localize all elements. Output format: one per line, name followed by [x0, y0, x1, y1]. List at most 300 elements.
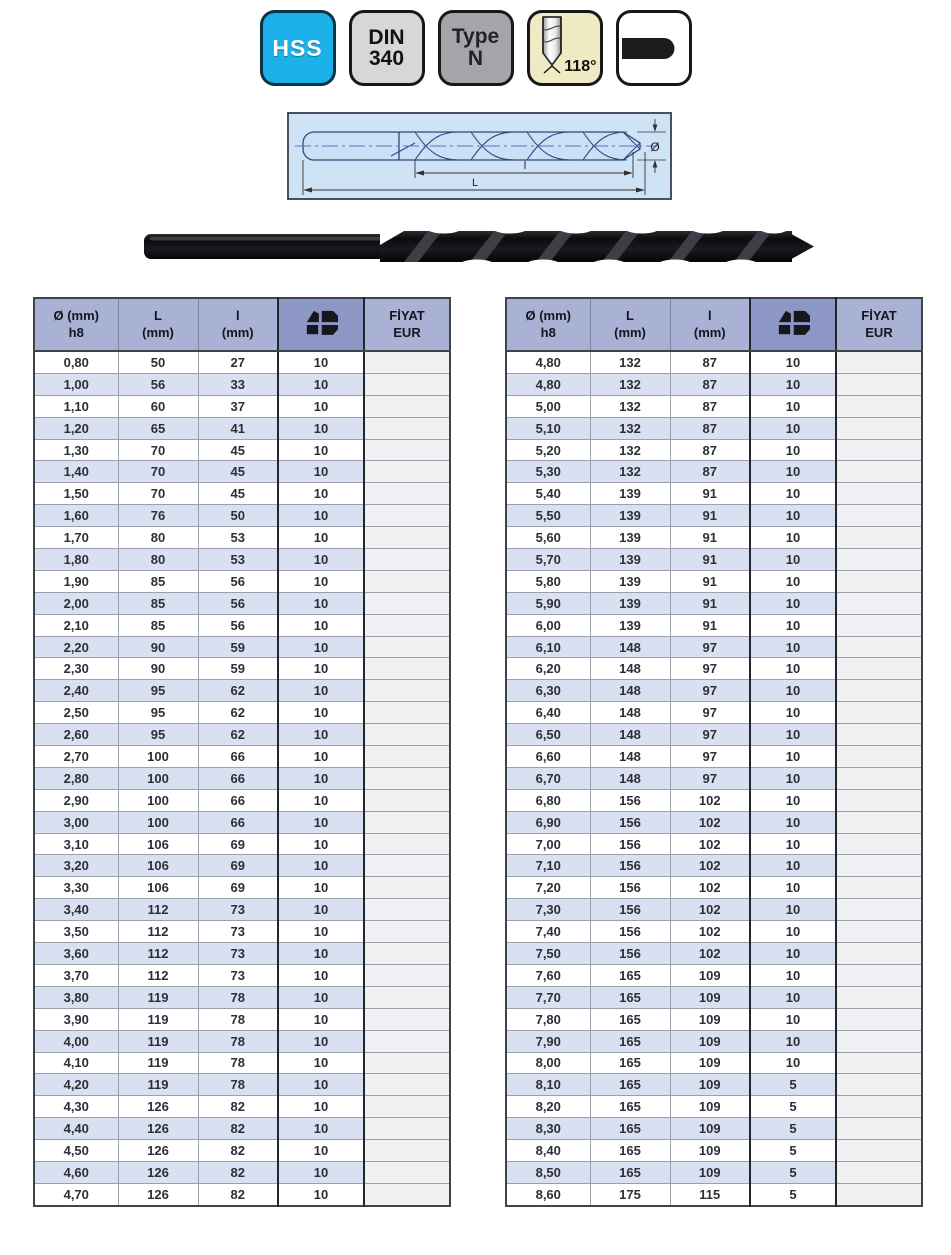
- diameter-cell: 7,30: [506, 899, 590, 921]
- price-cell: [364, 592, 450, 614]
- pack-qty-cell: 10: [278, 505, 364, 527]
- flute-length-header: [670, 298, 750, 351]
- spec-row: [34, 702, 450, 724]
- flute-length-cell: 59: [198, 636, 278, 658]
- price-cell: [836, 592, 922, 614]
- total-length-cell: 165: [590, 1074, 670, 1096]
- price-header-line2: EUR: [393, 324, 421, 340]
- pack-qty-cell: 10: [278, 877, 364, 899]
- total-length-cell: 148: [590, 702, 670, 724]
- total-length-cell: 139: [590, 483, 670, 505]
- pack-qty-cell: 10: [278, 1096, 364, 1118]
- flute-header-line1: l: [707, 308, 712, 324]
- spec-row: [34, 811, 450, 833]
- flute-length-header: [198, 298, 278, 351]
- pack-qty-cell: 10: [278, 570, 364, 592]
- total-length-header: [590, 298, 670, 351]
- pack-qty-cell: 10: [750, 483, 836, 505]
- diameter-cell: 4,10: [34, 1052, 118, 1074]
- spec-row: [506, 1096, 922, 1118]
- price-cell: [364, 549, 450, 571]
- flute-length-cell: 109: [670, 1140, 750, 1162]
- diameter-cell: 5,70: [506, 549, 590, 571]
- flute-length-cell: 56: [198, 614, 278, 636]
- total-length-dim-label: L: [471, 177, 479, 189]
- pack-qty-cell: 5: [750, 1074, 836, 1096]
- spec-row: [506, 680, 922, 702]
- flute-length-cell: 78: [198, 986, 278, 1008]
- price-cell: [836, 746, 922, 768]
- price-cell: [364, 417, 450, 439]
- spec-row: [506, 417, 922, 439]
- pack-qty-cell: 10: [278, 986, 364, 1008]
- flute-length-cell: 102: [670, 855, 750, 877]
- price-header-line2: EUR: [865, 324, 893, 340]
- total-length-cell: 100: [118, 789, 198, 811]
- total-length-cell: 132: [590, 395, 670, 417]
- flute-length-cell: 69: [198, 855, 278, 877]
- pack-qty-cell: 10: [278, 1074, 364, 1096]
- diameter-cell: 1,90: [34, 570, 118, 592]
- diameter-cell: 4,40: [34, 1118, 118, 1140]
- flute-length-cell: 73: [198, 921, 278, 943]
- pack-qty-cell: 10: [750, 527, 836, 549]
- diameter-cell: 3,00: [34, 811, 118, 833]
- price-cell: [836, 899, 922, 921]
- flute-length-cell: 97: [670, 680, 750, 702]
- flute-header-line2: (mm): [693, 324, 726, 340]
- spec-row: [34, 746, 450, 768]
- pack-qty-cell: 10: [750, 921, 836, 943]
- spec-row: [34, 395, 450, 417]
- pack-qty-cell: 10: [750, 505, 836, 527]
- total-length-cell: 165: [590, 1030, 670, 1052]
- total-length-cell: 156: [590, 789, 670, 811]
- pack-qty-cell: 10: [278, 833, 364, 855]
- spec-row: [506, 943, 922, 965]
- diameter-cell: 7,20: [506, 877, 590, 899]
- price-cell: [836, 964, 922, 986]
- diameter-cell: 5,50: [506, 505, 590, 527]
- total-length-cell: 100: [118, 811, 198, 833]
- flute-length-cell: 97: [670, 702, 750, 724]
- price-header-line1: FİYAT: [389, 308, 425, 324]
- price-cell: [836, 986, 922, 1008]
- total-length-cell: 95: [118, 724, 198, 746]
- pack-qty-cell: 10: [278, 921, 364, 943]
- total-length-cell: 165: [590, 986, 670, 1008]
- total-length-cell: 132: [590, 351, 670, 373]
- spec-row: [34, 767, 450, 789]
- flute-length-cell: 27: [198, 351, 278, 373]
- price-cell: [836, 855, 922, 877]
- diameter-cell: 6,60: [506, 746, 590, 768]
- flute-length-cell: 82: [198, 1161, 278, 1183]
- product-badges: [0, 10, 951, 86]
- flute-length-cell: 102: [670, 811, 750, 833]
- diameter-cell: 4,50: [34, 1140, 118, 1162]
- price-cell: [836, 1096, 922, 1118]
- total-length-cell: 165: [590, 1161, 670, 1183]
- flute-length-cell: 82: [198, 1118, 278, 1140]
- price-cell: [364, 943, 450, 965]
- spec-row: [34, 549, 450, 571]
- diameter-cell: 5,00: [506, 395, 590, 417]
- spec-row: [506, 746, 922, 768]
- price-cell: [364, 351, 450, 373]
- pack-qty-cell: 10: [750, 461, 836, 483]
- diameter-cell: 6,70: [506, 767, 590, 789]
- pack-qty-cell: 10: [750, 767, 836, 789]
- straight-shank-badge: [616, 10, 692, 86]
- flute-length-cell: 82: [198, 1183, 278, 1205]
- flute-length-cell: 102: [670, 899, 750, 921]
- spec-row: [34, 921, 450, 943]
- diameter-cell: 1,60: [34, 505, 118, 527]
- total-length-cell: 119: [118, 1008, 198, 1030]
- total-length-cell: 106: [118, 833, 198, 855]
- flute-length-cell: 109: [670, 1052, 750, 1074]
- flute-length-cell: 97: [670, 724, 750, 746]
- pack-qty-cell: 10: [750, 811, 836, 833]
- spec-row: [506, 1161, 922, 1183]
- total-length-cell: 165: [590, 1118, 670, 1140]
- price-cell: [836, 833, 922, 855]
- diameter-cell: 1,70: [34, 527, 118, 549]
- total-length-cell: 132: [590, 417, 670, 439]
- package-quantity-icon: [301, 308, 341, 342]
- flute-length-cell: 78: [198, 1074, 278, 1096]
- diameter-cell: 5,10: [506, 417, 590, 439]
- diameter-cell: 1,00: [34, 373, 118, 395]
- price-cell: [836, 505, 922, 527]
- price-cell: [836, 811, 922, 833]
- pack-qty-cell: 10: [278, 373, 364, 395]
- flute-length-cell: 109: [670, 1161, 750, 1183]
- pack-qty-cell: 10: [278, 1008, 364, 1030]
- price-cell: [836, 395, 922, 417]
- pack-qty-cell: 10: [278, 1052, 364, 1074]
- flute-length-cell: 73: [198, 964, 278, 986]
- pack-qty-cell: 10: [278, 724, 364, 746]
- pack-qty-header: [278, 298, 364, 351]
- diameter-cell: 2,90: [34, 789, 118, 811]
- total-length-cell: 56: [118, 373, 198, 395]
- total-length-cell: 148: [590, 680, 670, 702]
- diameter-cell: 6,40: [506, 702, 590, 724]
- spec-row: [506, 614, 922, 636]
- diameter-cell: 3,40: [34, 899, 118, 921]
- pack-qty-cell: 10: [278, 1140, 364, 1162]
- spec-row: [34, 636, 450, 658]
- price-cell: [364, 964, 450, 986]
- diameter-dim-label: Ø: [650, 140, 660, 154]
- hss-badge: [260, 10, 336, 86]
- pack-qty-cell: 10: [750, 614, 836, 636]
- total-length-cell: 148: [590, 636, 670, 658]
- total-length-cell: 85: [118, 614, 198, 636]
- spec-row: [34, 1161, 450, 1183]
- spec-row: [506, 789, 922, 811]
- price-cell: [836, 789, 922, 811]
- length-header-line1: L: [626, 308, 634, 324]
- flute-length-cell: 87: [670, 351, 750, 373]
- spec-row: [506, 877, 922, 899]
- diameter-cell: 7,00: [506, 833, 590, 855]
- point-angle-label: 118°: [564, 58, 597, 75]
- pack-qty-cell: 10: [278, 702, 364, 724]
- length-header-line2: (mm): [142, 324, 174, 340]
- spec-row: [34, 680, 450, 702]
- total-length-cell: 76: [118, 505, 198, 527]
- flute-length-cell: 56: [198, 570, 278, 592]
- diameter-cell: 1,80: [34, 549, 118, 571]
- total-length-cell: 126: [118, 1183, 198, 1205]
- length-header-line1: L: [154, 308, 162, 324]
- flute-length-cell: 53: [198, 527, 278, 549]
- spec-row: [506, 395, 922, 417]
- pack-qty-cell: 10: [750, 1008, 836, 1030]
- total-length-header: [118, 298, 198, 351]
- diameter-cell: 5,30: [506, 461, 590, 483]
- diameter-cell: 7,70: [506, 986, 590, 1008]
- price-cell: [364, 877, 450, 899]
- diameter-cell: 3,20: [34, 855, 118, 877]
- diameter-cell: 1,40: [34, 461, 118, 483]
- flute-length-cell: 109: [670, 1096, 750, 1118]
- spec-row: [34, 614, 450, 636]
- flute-length-cell: 102: [670, 877, 750, 899]
- diameter-cell: 5,80: [506, 570, 590, 592]
- price-cell: [836, 614, 922, 636]
- pack-qty-cell: 10: [750, 855, 836, 877]
- total-length-cell: 90: [118, 658, 198, 680]
- price-cell: [364, 746, 450, 768]
- flute-length-cell: 87: [670, 417, 750, 439]
- flute-length-cell: 97: [670, 636, 750, 658]
- total-length-cell: 119: [118, 1074, 198, 1096]
- table-header-row: [506, 298, 922, 351]
- spec-row: [506, 1052, 922, 1074]
- spec-row: [34, 833, 450, 855]
- total-length-cell: 95: [118, 702, 198, 724]
- price-cell: [364, 527, 450, 549]
- spec-row: [506, 899, 922, 921]
- total-length-cell: 85: [118, 592, 198, 614]
- pack-qty-cell: 10: [278, 943, 364, 965]
- diameter-cell: 6,80: [506, 789, 590, 811]
- flute-length-cell: 69: [198, 833, 278, 855]
- pack-qty-cell: 10: [750, 724, 836, 746]
- price-cell: [836, 461, 922, 483]
- flute-length-cell: 102: [670, 943, 750, 965]
- flute-length-cell: 41: [198, 417, 278, 439]
- diameter-cell: 7,40: [506, 921, 590, 943]
- price-cell: [364, 570, 450, 592]
- flute-length-cell: 78: [198, 1030, 278, 1052]
- spec-row: [506, 658, 922, 680]
- price-cell: [364, 724, 450, 746]
- flute-length-cell: 66: [198, 767, 278, 789]
- total-length-cell: 100: [118, 746, 198, 768]
- pack-qty-cell: 10: [278, 417, 364, 439]
- pack-qty-cell: 10: [750, 702, 836, 724]
- diameter-cell: 7,50: [506, 943, 590, 965]
- pack-qty-cell: 10: [750, 351, 836, 373]
- total-length-cell: 112: [118, 921, 198, 943]
- diameter-header-line2: h8: [68, 324, 84, 340]
- spec-row: [506, 549, 922, 571]
- flute-length-cell: 56: [198, 592, 278, 614]
- flute-length-cell: 50: [198, 505, 278, 527]
- total-length-cell: 132: [590, 461, 670, 483]
- pack-qty-cell: 10: [278, 439, 364, 461]
- spec-row: [506, 1030, 922, 1052]
- total-length-cell: 126: [118, 1118, 198, 1140]
- total-length-cell: 100: [118, 767, 198, 789]
- pack-qty-cell: 10: [750, 439, 836, 461]
- diameter-cell: 8,50: [506, 1161, 590, 1183]
- price-cell: [836, 417, 922, 439]
- total-length-cell: 80: [118, 549, 198, 571]
- pack-qty-cell: 10: [750, 592, 836, 614]
- total-length-cell: 126: [118, 1161, 198, 1183]
- total-length-cell: 156: [590, 943, 670, 965]
- spec-row: [506, 855, 922, 877]
- price-cell: [836, 680, 922, 702]
- pack-qty-cell: 10: [750, 964, 836, 986]
- total-length-cell: 80: [118, 527, 198, 549]
- spec-row: [506, 811, 922, 833]
- din-340-badge: [349, 10, 425, 86]
- pack-qty-cell: 10: [750, 636, 836, 658]
- diameter-cell: 1,20: [34, 417, 118, 439]
- diameter-cell: 2,00: [34, 592, 118, 614]
- pack-qty-cell: 10: [278, 351, 364, 373]
- diameter-cell: 2,10: [34, 614, 118, 636]
- price-cell: [364, 1183, 450, 1205]
- spec-row: [506, 986, 922, 1008]
- total-length-cell: 156: [590, 921, 670, 943]
- din-label-line1: DIN: [368, 25, 405, 49]
- total-length-cell: 119: [118, 986, 198, 1008]
- spec-row: [506, 483, 922, 505]
- price-cell: [836, 439, 922, 461]
- flute-length-cell: 102: [670, 789, 750, 811]
- diameter-cell: 5,20: [506, 439, 590, 461]
- price-cell: [364, 833, 450, 855]
- price-cell: [364, 461, 450, 483]
- total-length-cell: 60: [118, 395, 198, 417]
- spec-row: [34, 592, 450, 614]
- price-cell: [364, 395, 450, 417]
- flute-length-cell: 102: [670, 921, 750, 943]
- flute-length-cell: 45: [198, 483, 278, 505]
- flute-length-cell: 66: [198, 811, 278, 833]
- price-cell: [364, 680, 450, 702]
- price-cell: [364, 1118, 450, 1140]
- total-length-cell: 106: [118, 855, 198, 877]
- pack-qty-cell: 10: [750, 899, 836, 921]
- spec-row: [34, 943, 450, 965]
- total-length-cell: 156: [590, 855, 670, 877]
- pack-qty-cell: 10: [278, 1030, 364, 1052]
- pack-qty-cell: 10: [750, 877, 836, 899]
- price-cell: [836, 1008, 922, 1030]
- flute-length-cell: 82: [198, 1096, 278, 1118]
- pack-qty-header: [750, 298, 836, 351]
- pack-qty-cell: 10: [750, 549, 836, 571]
- diameter-cell: 2,20: [34, 636, 118, 658]
- spec-row: [34, 417, 450, 439]
- flute-length-cell: 78: [198, 1008, 278, 1030]
- pack-qty-cell: 10: [750, 417, 836, 439]
- spec-row: [34, 658, 450, 680]
- spec-row: [34, 439, 450, 461]
- price-cell: [836, 351, 922, 373]
- price-cell: [836, 702, 922, 724]
- spec-row: [34, 1118, 450, 1140]
- total-length-cell: 112: [118, 943, 198, 965]
- flute-length-cell: 62: [198, 702, 278, 724]
- spec-row: [34, 855, 450, 877]
- total-length-cell: 132: [590, 439, 670, 461]
- total-length-cell: 148: [590, 767, 670, 789]
- pack-qty-cell: 10: [278, 614, 364, 636]
- diameter-cell: 8,00: [506, 1052, 590, 1074]
- price-cell: [836, 658, 922, 680]
- price-header: [836, 298, 922, 351]
- pack-qty-cell: 10: [278, 789, 364, 811]
- spec-row: [506, 921, 922, 943]
- total-length-cell: 175: [590, 1183, 670, 1205]
- drill-spec-table-left: [33, 297, 451, 1207]
- spec-row: [506, 1008, 922, 1030]
- flute-length-cell: 91: [670, 483, 750, 505]
- total-length-cell: 85: [118, 570, 198, 592]
- total-length-cell: 165: [590, 964, 670, 986]
- flute-header-line1: l: [235, 308, 240, 324]
- spec-row: [506, 373, 922, 395]
- diameter-cell: 4,70: [34, 1183, 118, 1205]
- flute-length-cell: 102: [670, 833, 750, 855]
- diameter-cell: 3,80: [34, 986, 118, 1008]
- price-cell: [364, 1008, 450, 1030]
- flute-length-cell: 78: [198, 1052, 278, 1074]
- flute-length-cell: 109: [670, 1118, 750, 1140]
- pack-qty-cell: 10: [278, 461, 364, 483]
- diameter-cell: 6,20: [506, 658, 590, 680]
- pack-qty-cell: 10: [750, 1030, 836, 1052]
- spec-row: [34, 1074, 450, 1096]
- drill-photo: [142, 223, 814, 271]
- spec-row: [506, 1118, 922, 1140]
- total-length-cell: 165: [590, 1096, 670, 1118]
- pack-qty-cell: 10: [750, 395, 836, 417]
- diameter-cell: 5,40: [506, 483, 590, 505]
- price-cell: [364, 899, 450, 921]
- price-cell: [836, 767, 922, 789]
- price-cell: [836, 724, 922, 746]
- diameter-cell: 4,80: [506, 351, 590, 373]
- pack-qty-cell: 10: [278, 658, 364, 680]
- flute-length-cell: 45: [198, 439, 278, 461]
- pack-qty-cell: 10: [750, 986, 836, 1008]
- price-cell: [836, 483, 922, 505]
- price-cell: [836, 1140, 922, 1162]
- price-cell: [836, 1030, 922, 1052]
- total-length-cell: 156: [590, 811, 670, 833]
